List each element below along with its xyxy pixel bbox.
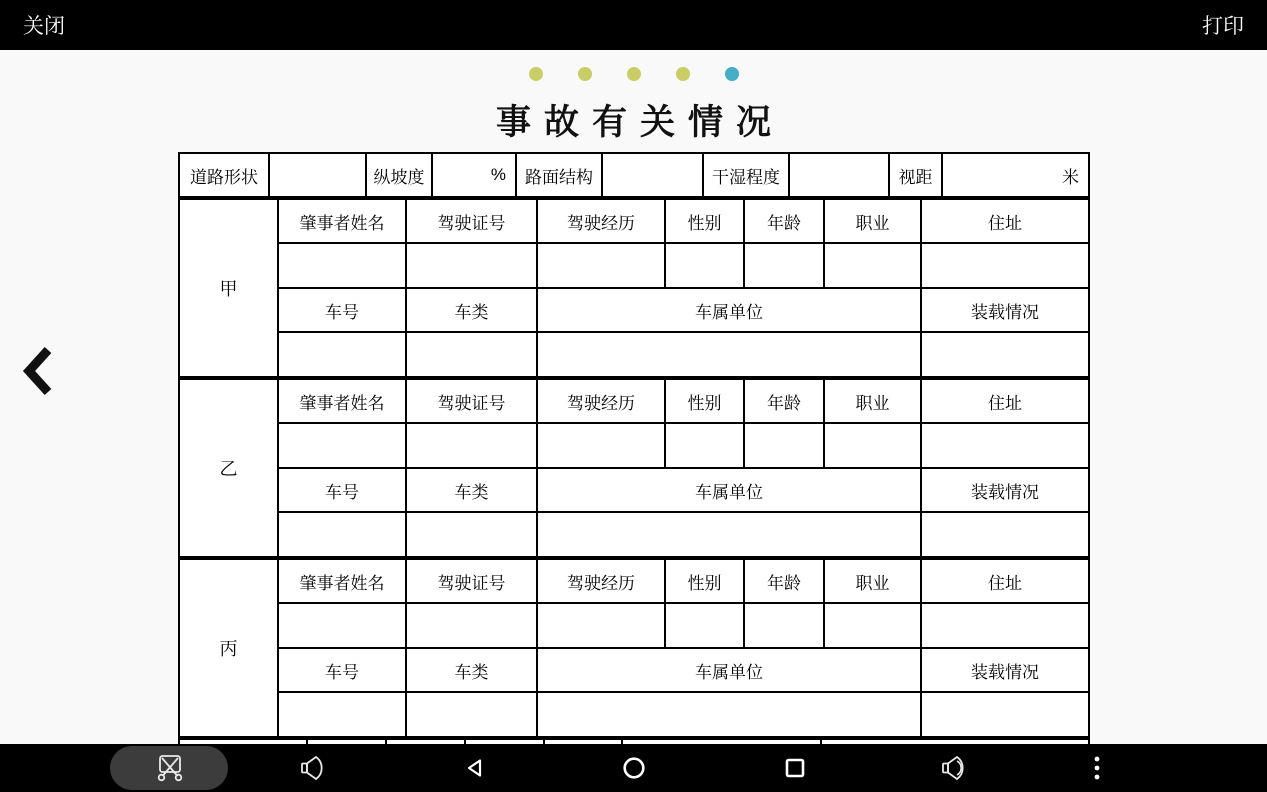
- moisture-label: 干湿程度: [703, 153, 789, 197]
- surface-label: 路面结构: [516, 153, 602, 197]
- value-cell: [537, 692, 921, 737]
- value-cell: [537, 243, 665, 288]
- road-shape-value: [269, 153, 366, 197]
- header-address: 住址: [921, 379, 1089, 423]
- header-vehicle-owner: 车属单位: [537, 468, 921, 512]
- value-cell: [278, 603, 406, 648]
- header-load: 装载情况: [921, 288, 1089, 332]
- page-dot: [676, 67, 690, 81]
- value-cell: [278, 512, 406, 557]
- value-cell: [824, 423, 921, 468]
- sight-meter-cell: 米: [942, 153, 1089, 197]
- recents-square-icon: [784, 757, 806, 779]
- header-name: 肇事者姓名: [278, 199, 406, 243]
- header-license: 驾驶证号: [406, 559, 537, 603]
- value-cell: [278, 692, 406, 737]
- volume-left-button[interactable]: [297, 744, 329, 792]
- home-button[interactable]: [621, 744, 647, 792]
- value-cell: [744, 243, 824, 288]
- header-license: 驾驶证号: [406, 379, 537, 423]
- print-button[interactable]: 打印: [1202, 15, 1244, 38]
- speaker-icon: [298, 753, 328, 783]
- header-age: 年龄: [744, 379, 824, 423]
- value-cell: [921, 603, 1089, 648]
- page-title: 事故有关情况: [495, 103, 784, 142]
- header-occupation: 职业: [824, 559, 921, 603]
- value-cell: [921, 243, 1089, 288]
- screenshot-button[interactable]: [152, 744, 188, 792]
- page-dot: [578, 67, 592, 81]
- volume-right-button[interactable]: [938, 744, 970, 792]
- top-bar: [0, 0, 1267, 50]
- value-cell: [406, 692, 537, 737]
- header-load: 装载情况: [921, 468, 1089, 512]
- sight-label: 视距: [889, 153, 942, 197]
- value-cell: [537, 512, 921, 557]
- back-button[interactable]: [462, 744, 488, 792]
- value-cell: [537, 603, 665, 648]
- screenshot-scissors-icon: [153, 753, 187, 783]
- speaker-icon: [939, 753, 969, 783]
- value-cell: [537, 423, 665, 468]
- more-button[interactable]: [1086, 744, 1108, 792]
- value-cell: [665, 423, 744, 468]
- page-indicator: [529, 67, 739, 81]
- value-cell: [278, 243, 406, 288]
- slope-label: 纵坡度: [366, 153, 432, 197]
- header-occupation: 职业: [824, 199, 921, 243]
- value-cell: [824, 603, 921, 648]
- value-cell: [406, 243, 537, 288]
- value-cell: [921, 332, 1089, 377]
- section-name: 乙: [179, 379, 278, 557]
- value-cell: [921, 423, 1089, 468]
- page-dot: [529, 67, 543, 81]
- value-cell: [744, 603, 824, 648]
- value-cell: [406, 603, 537, 648]
- header-vehicle-no: 车号: [278, 648, 406, 692]
- header-gender: 性别: [665, 379, 744, 423]
- android-nav-bar: [0, 744, 1267, 792]
- party-section-jia: [178, 198, 1090, 378]
- home-circle-icon: [622, 756, 646, 780]
- value-cell: [406, 423, 537, 468]
- header-vehicle-no: 车号: [278, 468, 406, 512]
- party-section-bing: [178, 558, 1090, 738]
- header-name: 肇事者姓名: [278, 379, 406, 423]
- recents-button[interactable]: [782, 744, 808, 792]
- header-license: 驾驶证号: [406, 199, 537, 243]
- more-vertical-icon: [1086, 755, 1108, 781]
- header-gender: 性别: [665, 559, 744, 603]
- header-address: 住址: [921, 559, 1089, 603]
- value-cell: [665, 243, 744, 288]
- header-experience: 驾驶经历: [537, 379, 665, 423]
- value-cell: [824, 243, 921, 288]
- section-name: 丙: [179, 559, 278, 737]
- header-experience: 驾驶经历: [537, 559, 665, 603]
- value-cell: [406, 332, 537, 377]
- value-cell: [921, 512, 1089, 557]
- value-cell: [278, 332, 406, 377]
- header-vehicle-type: 车类: [406, 648, 537, 692]
- page-dot-active: [725, 67, 739, 81]
- header-address: 住址: [921, 199, 1089, 243]
- party-section-yi: [178, 378, 1090, 558]
- road-info-table: [178, 152, 1090, 198]
- back-chevron-icon: [21, 345, 55, 397]
- value-cell: [406, 512, 537, 557]
- prev-page-button[interactable]: [21, 345, 55, 397]
- road-shape-label: 道路形状: [179, 153, 269, 197]
- value-cell: [278, 423, 406, 468]
- header-vehicle-no: 车号: [278, 288, 406, 332]
- header-age: 年龄: [744, 199, 824, 243]
- header-experience: 驾驶经历: [537, 199, 665, 243]
- moisture-value: [789, 153, 889, 197]
- value-cell: [537, 332, 921, 377]
- header-vehicle-owner: 车属单位: [537, 648, 921, 692]
- page-dot: [627, 67, 641, 81]
- section-name: 甲: [179, 199, 278, 377]
- header-load: 装载情况: [921, 648, 1089, 692]
- header-gender: 性别: [665, 199, 744, 243]
- accident-form: [178, 152, 1088, 760]
- header-age: 年龄: [744, 559, 824, 603]
- header-name: 肇事者姓名: [278, 559, 406, 603]
- header-occupation: 职业: [824, 379, 921, 423]
- header-vehicle-owner: 车属单位: [537, 288, 921, 332]
- value-cell: [921, 692, 1089, 737]
- surface-value: [602, 153, 703, 197]
- back-triangle-icon: [464, 757, 486, 779]
- close-button[interactable]: 关闭: [23, 15, 65, 38]
- value-cell: [665, 603, 744, 648]
- slope-percent-cell: %: [432, 153, 516, 197]
- header-vehicle-type: 车类: [406, 288, 537, 332]
- header-vehicle-type: 车类: [406, 468, 537, 512]
- value-cell: [744, 423, 824, 468]
